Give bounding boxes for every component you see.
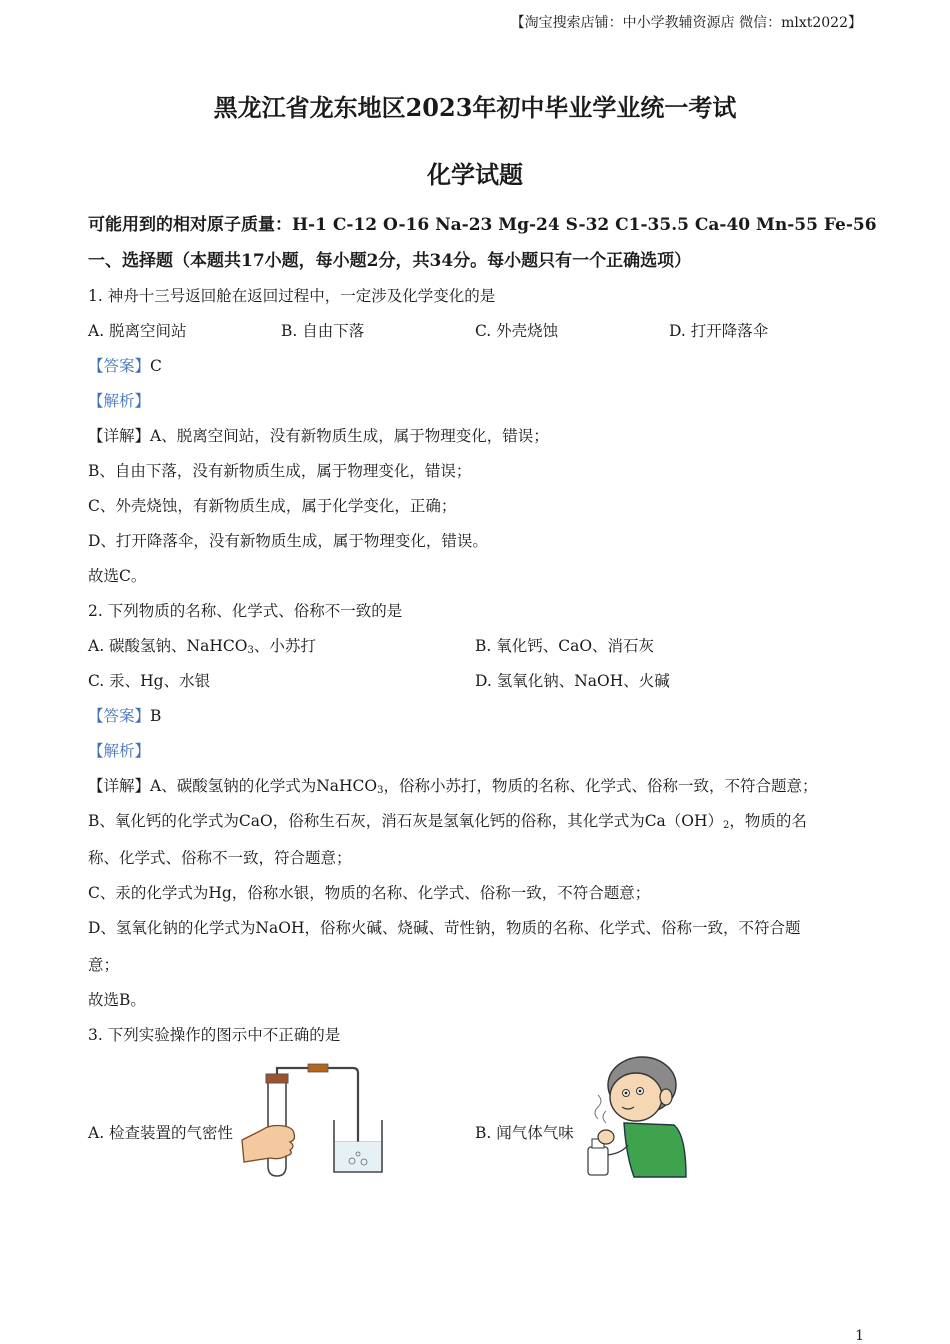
- q1-option-c: C. 外壳烧蚀: [475, 322, 559, 340]
- airtightness-check-illustration: [240, 1062, 390, 1180]
- q2-conclusion: 故选B。: [88, 991, 146, 1009]
- detail-tag: 【详解】: [88, 427, 151, 445]
- section-heading: 一、选择题（本题共17小题，每小题2分，共34分。每小题只有一个正确选项）: [88, 251, 692, 271]
- answer-value: C: [150, 357, 162, 375]
- q2-option-b: B. 氧化钙、CaO、消石灰: [475, 637, 655, 655]
- q3-stem: 3. 下列实验操作的图示中不正确的是: [88, 1026, 341, 1044]
- q2-option-c: C. 汞、Hg、水银: [88, 672, 211, 690]
- subscript: 3: [377, 785, 384, 796]
- q2-detail-2a: [88, 809, 807, 831]
- q2-stem: 2. 下列物质的名称、化学式、俗称不一致的是: [88, 602, 403, 620]
- q1-option-b: B. 自由下落: [281, 322, 365, 340]
- subscript: 3: [247, 645, 254, 656]
- page-number: 1: [855, 1328, 864, 1344]
- q2-detail-3: C、汞的化学式为Hg，俗称水银，物质的名称、化学式、俗称一致，不符合题意；: [88, 884, 651, 902]
- text: A. 碳酸氢钠、NaHCO: [88, 637, 248, 655]
- q1-detail-4: D、打开降落伞，没有新物质生成，属于物理变化，错误。: [88, 532, 488, 550]
- answer-tag: 【答案】: [88, 357, 151, 375]
- text: A、碳酸氢钠的化学式为NaHCO: [150, 777, 378, 795]
- q1-option-d: D. 打开降落伞: [669, 322, 769, 340]
- q1-detail-1: [88, 424, 549, 446]
- q2-detail-4b: 意；: [88, 956, 120, 974]
- q2-analysis-tag: 【解析】: [88, 742, 151, 760]
- smell-gas-illustration: [582, 1055, 692, 1180]
- text: B、氧化钙的化学式为CaO，俗称生石灰，消石灰是氢氧化钙的俗称，其化学式为Ca（OH）: [88, 812, 724, 830]
- detail-tag: 【详解】: [88, 777, 151, 795]
- answer-value: B: [150, 707, 162, 725]
- text: ，俗称小苏打，物质的名称、化学式、俗称一致，不符合题意；: [383, 777, 818, 795]
- q1-conclusion: 故选C。: [88, 567, 147, 585]
- q1-detail-2: B、自由下落，没有新物质生成，属于物理变化，错误；: [88, 462, 472, 480]
- exam-title: 黑龙江省龙东地区2023年初中毕业学业统一考试: [213, 93, 737, 122]
- q2-detail-4a: D、氢氧化钠的化学式为NaOH，俗称火碱、烧碱、苛性钠，物质的名称、化学式、俗称一致，不符合题: [88, 919, 801, 937]
- q2-answer: [88, 704, 161, 726]
- detail-text: A、脱离空间站，没有新物质生成，属于物理变化，错误；: [150, 427, 549, 445]
- header-note: 【淘宝搜索店铺：中小学教辅资源店 微信：mlxt2022】: [510, 15, 862, 31]
- q3-option-a: A. 检查装置的气密性: [88, 1124, 234, 1142]
- q2-option-d: D. 氢氧化钠、NaOH、火碱: [475, 672, 670, 690]
- atomic-mass-line: 可能用到的相对原子质量：H-1 C-12 O-16 Na-23 Mg-24 S-32 C1-35.5 Ca-40 Mn-55 Fe-56: [88, 215, 877, 235]
- q2-option-a: [88, 634, 316, 656]
- q1-analysis-tag: 【解析】: [88, 392, 151, 410]
- q1-answer: [88, 354, 162, 376]
- q1-stem: 1. 神舟十三号返回舱在返回过程中，一定涉及化学变化的是: [88, 287, 496, 305]
- q1-detail-3: C、外壳烧蚀，有新物质生成，属于化学变化，正确；: [88, 497, 457, 515]
- subscript: 2: [723, 820, 730, 831]
- q2-detail-2b: 称、化学式、俗称不一致，符合题意；: [88, 849, 352, 867]
- answer-tag: 【答案】: [88, 707, 151, 725]
- q3-option-b: B. 闻气体气味: [475, 1124, 574, 1142]
- text: ，物质的名: [729, 812, 807, 830]
- q2-detail-1: [88, 774, 818, 796]
- exam-subtitle: 化学试题: [427, 160, 523, 189]
- text: 、小苏打: [253, 637, 316, 655]
- q1-option-a: A. 脱离空间站: [88, 322, 187, 340]
